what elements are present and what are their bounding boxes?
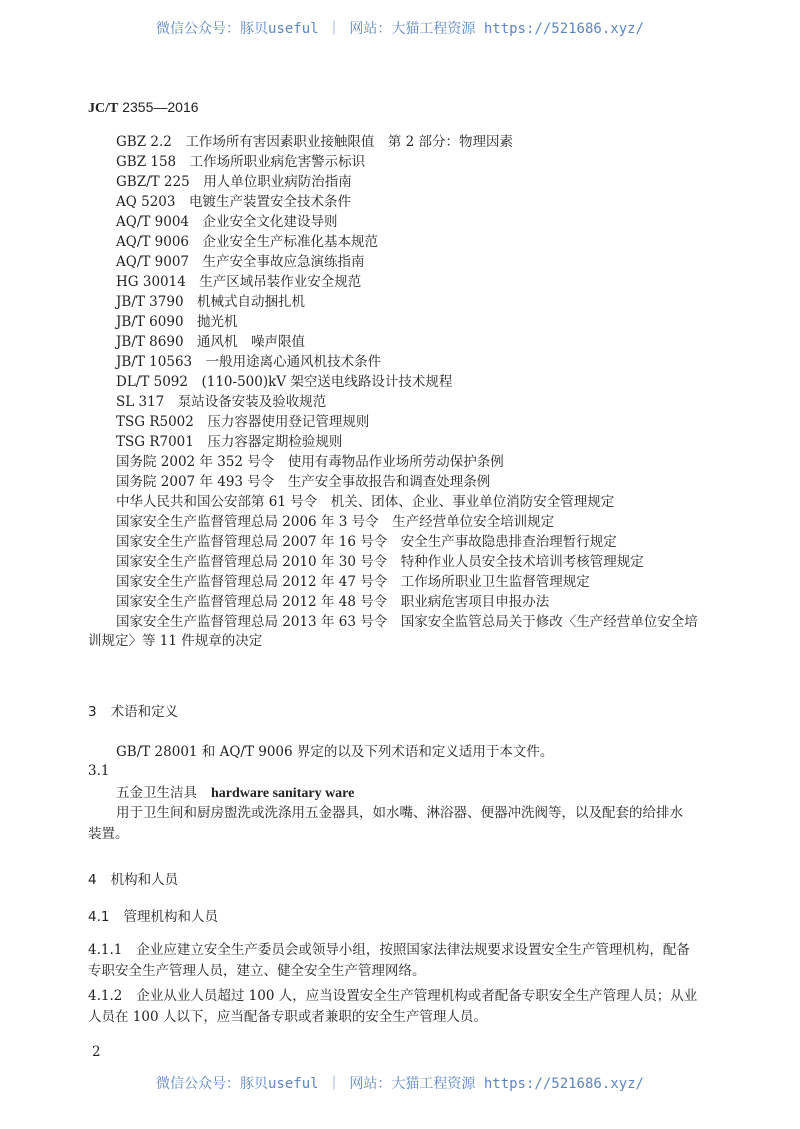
reference-item: TSG R7001 压力容器定期检验规则 (116, 434, 343, 450)
reference-continuation: 训规定〉等 11 件规章的决定 (88, 633, 263, 649)
reference-item: GBZ 158 工作场所职业病危害警示标识 (116, 154, 366, 170)
section-3-intro: GB/T 28001 和 AQ/T 9006 界定的以及下列术语和定义适用于本文件。 (116, 744, 554, 760)
page-number: 2 (92, 1044, 101, 1060)
reference-item: AQ/T 9006 企业安全生产标准化基本规范 (116, 234, 379, 250)
reference-item: TSG R5002 压力容器使用登记管理规则 (116, 414, 370, 430)
term-chinese: 五金卫生洁具 (116, 785, 197, 801)
clause-4-1-1 (88, 941, 690, 959)
reference-item: 国务院 2002 年 352 号令 使用有毒物品作业场所劳动保护条例 (116, 454, 504, 470)
section-3-number: 3 (88, 704, 97, 720)
section-4-1-title: 管理机构和人员 (123, 909, 218, 925)
reference-item: JB/T 3790 机械式自动捆扎机 (116, 294, 306, 310)
section-4-title: 机构和人员 (110, 872, 179, 888)
document-code (88, 98, 199, 118)
section-3-heading (88, 703, 178, 721)
code-prefix: JC/T (88, 101, 119, 116)
reference-item: SL 317 泵站设备安装及验收规范 (116, 394, 327, 410)
clause-4-1-1-cont: 专职安全生产管理人员，建立、健全安全生产管理网络。 (88, 963, 426, 979)
section-4-number: 4 (88, 872, 97, 888)
watermark-top: 微信公众号：豚贝useful ｜ 网站：大猫工程资源 https://521686.xyz/ (155, 21, 644, 37)
clause-4-1-1-text: 企业应建立安全生产委员会或领导小组，按照国家法律法规要求设置安全生产管理机构，配备 (136, 942, 690, 958)
reference-item: AQ 5203 电镀生产装置安全技术条件 (116, 194, 351, 210)
section-4-heading (88, 871, 178, 889)
reference-item: AQ/T 9007 生产安全事故应急演练指南 (116, 254, 365, 270)
term-definition-line2: 装置。 (88, 826, 129, 842)
reference-item: AQ/T 9004 企业安全文化建设导则 (116, 214, 338, 230)
reference-item: 中华人民共和国公安部第 61 号令 机关、团体、企业、事业单位消防安全管理规定 (116, 494, 615, 510)
section-4-1-heading (88, 908, 218, 926)
reference-item: JB/T 10563 一般用途离心通风机技术条件 (116, 354, 382, 370)
reference-item: 国家安全生产监督管理总局 2010 年 30 号令 特种作业人员安全技术培训考核管理规定 (116, 554, 644, 570)
watermark-bottom: 微信公众号：豚贝useful ｜ 网站：大猫工程资源 https://521686.xyz/ (155, 1076, 644, 1092)
section-4-1-number: 4.1 (88, 909, 110, 925)
reference-item: JB/T 6090 抛光机 (116, 314, 238, 330)
term-definition-line1: 用于卫生间和厨房盥洗或洗涤用五金器具，如水嘴、淋浴器、便器冲洗阀等，以及配套的给排水 (116, 805, 683, 821)
clause-4-1-2-text: 企业从业人员超过 100 人，应当设置安全生产管理机构或者配备专职安全生产管理人员；从业 (136, 988, 698, 1004)
section-3-title: 术语和定义 (110, 704, 179, 720)
reference-item: 国家安全生产监督管理总局 2012 年 48 号令 职业病危害项目申报办法 (116, 594, 550, 610)
reference-item: 国家安全生产监督管理总局 2013 年 63 号令 国家安全监管总局关于修改〈生产经营单位安全培 (116, 614, 698, 630)
term-english: hardware sanitary ware (211, 786, 355, 801)
reference-item: GBZ 2.2 工作场所有害因素职业接触限值 第 2 部分：物理因素 (116, 134, 514, 150)
clause-4-1-2-number: 4.1.2 (88, 988, 123, 1004)
reference-item: HG 30014 生产区域吊装作业安全规范 (116, 274, 362, 290)
term-title (116, 784, 354, 803)
reference-item: 国家安全生产监督管理总局 2012 年 47 号令 工作场所职业卫生监督管理规定 (116, 574, 590, 590)
reference-item: GBZ/T 225 用人单位职业病防治指南 (116, 174, 352, 190)
reference-item: JB/T 8690 通风机 噪声限值 (116, 334, 306, 350)
reference-item: 国务院 2007 年 493 号令 生产安全事故报告和调查处理条例 (116, 474, 491, 490)
code-number: 2355—2016 (122, 99, 199, 115)
reference-item: 国家安全生产监督管理总局 2007 年 16 号令 安全生产事故隐患排查治理暂行规定 (116, 534, 617, 550)
reference-item: DL/T 5092 (110-500)kV 架空送电线路设计技术规程 (116, 374, 453, 390)
clause-4-1-2 (88, 987, 697, 1005)
term-number: 3.1 (88, 763, 110, 779)
reference-item: 国家安全生产监督管理总局 2006 年 3 号令 生产经营单位安全培训规定 (116, 514, 555, 530)
clause-4-1-2-cont: 人员在 100 人以下，应当配备专职或者兼职的安全生产管理人员。 (88, 1009, 487, 1025)
clause-4-1-1-number: 4.1.1 (88, 942, 123, 958)
